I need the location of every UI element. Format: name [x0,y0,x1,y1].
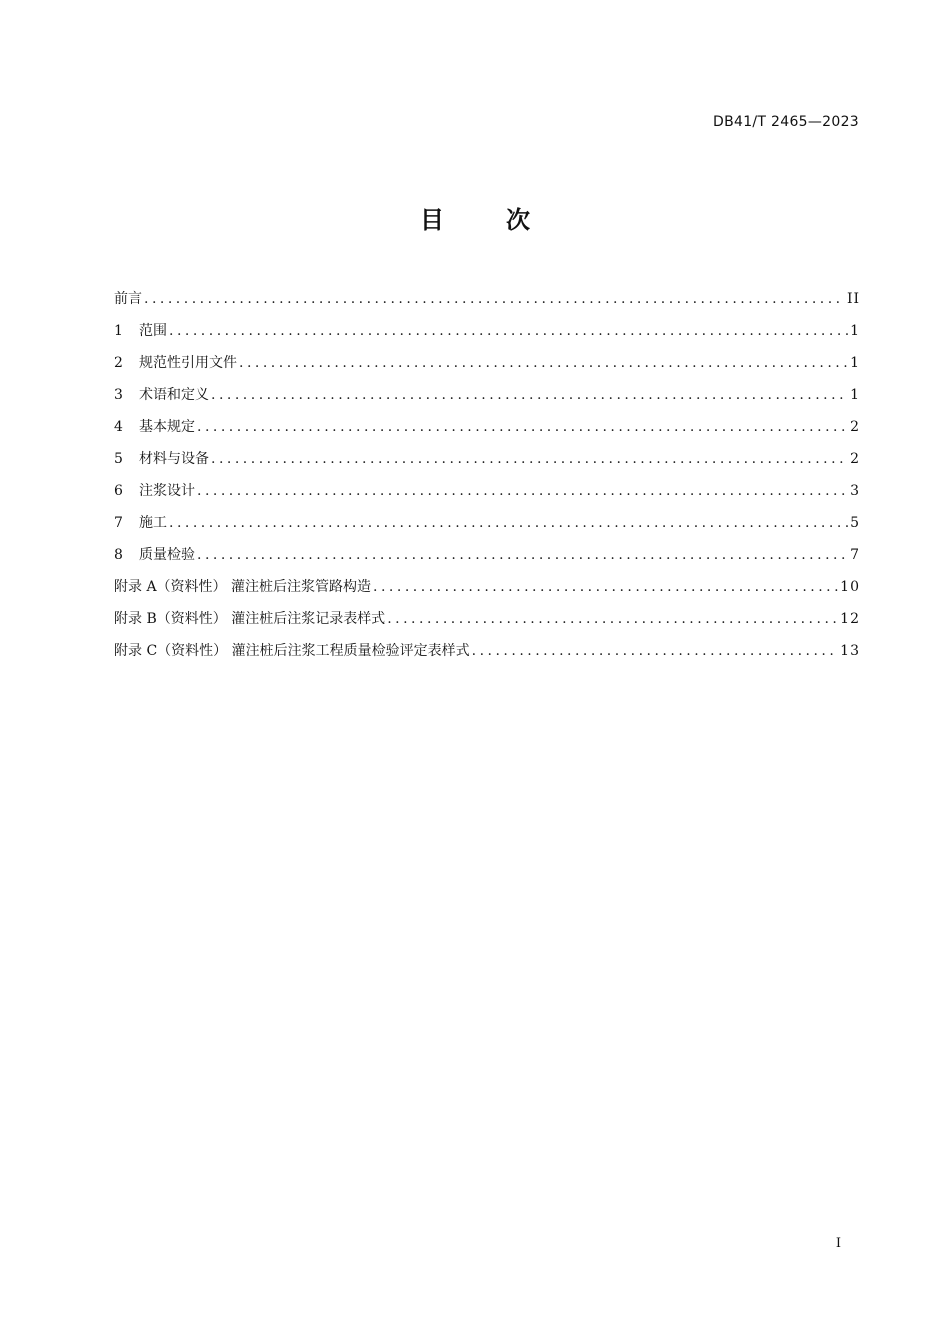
toc-entry-preface[interactable] [114,288,860,320]
toc-entry-label: 前言 [114,291,142,307]
toc-title [0,200,950,235]
toc-leader-dots [373,576,838,598]
toc-entry-label: 术语和定义 [139,387,209,403]
toc-entry-label: 注浆设计 [139,483,195,499]
toc-leader-dots [472,640,839,662]
toc-entry-page: 1 [850,323,860,339]
toc-leader-dots [211,448,848,470]
toc-entry-label: 附录 A（资料性） 灌注桩后注浆管路构造 [114,579,372,595]
toc-entry-number: 2 [114,355,123,371]
toc-entry-7[interactable] [114,512,860,544]
toc-title-char: 目 [420,206,444,234]
toc-leader-dots [144,288,845,310]
toc-leader-dots [239,352,848,374]
toc-entry-page: 2 [850,451,860,467]
toc-entry-label: 范围 [139,323,167,339]
toc-entry-number: 4 [114,419,123,435]
toc-entry-appendix-b[interactable] [114,608,860,640]
toc-entry-3[interactable] [114,384,860,416]
toc-leader-dots [197,544,848,566]
toc-entry-number: 1 [114,323,123,339]
toc-leader-dots [197,416,848,438]
toc-entry-label: 材料与设备 [139,451,209,467]
toc-entry-page: 5 [850,515,860,531]
toc-entry-1[interactable] [114,320,860,352]
toc-entry-page: 3 [850,483,860,499]
toc-entry-label: 附录 B（资料性） 灌注桩后注浆记录表样式 [114,611,386,627]
page-number: I [835,1236,841,1251]
toc-leader-dots [169,512,848,534]
toc-entry-appendix-c[interactable] [114,640,860,672]
toc-entry-label: 质量检验 [139,547,195,563]
toc-entry-page: 12 [840,611,860,627]
toc-entry-page: 13 [840,643,860,659]
toc-leader-dots [211,384,848,406]
toc-entry-number: 8 [114,547,123,563]
toc-entry-label: 附录 C（资料性） 灌注桩后注浆工程质量检验评定表样式 [114,643,470,659]
toc-entry-number: 6 [114,483,123,499]
toc-entry-page: II [846,291,860,307]
toc-leader-dots [169,320,848,342]
toc-leader-dots [197,480,848,502]
toc-entry-page: 1 [850,355,860,371]
toc-entry-page: 2 [850,419,860,435]
toc-entry-label: 施工 [139,515,167,531]
toc-entry-page: 10 [840,579,860,595]
toc-entry-appendix-a[interactable] [114,576,860,608]
toc-entry-4[interactable] [114,416,860,448]
toc-entry-label: 规范性引用文件 [139,355,237,371]
toc-list [114,288,860,672]
toc-entry-label: 基本规定 [139,419,195,435]
toc-entry-number: 5 [114,451,123,467]
toc-entry-5[interactable] [114,448,860,480]
toc-leader-dots [387,608,838,630]
toc-entry-6[interactable] [114,480,860,512]
toc-entry-8[interactable] [114,544,860,576]
toc-entry-2[interactable] [114,352,860,384]
toc-entry-number: 7 [114,515,123,531]
document-code: DB41/T 2465—2023 [713,114,859,130]
toc-entry-number: 3 [114,387,123,403]
toc-title-char: 次 [506,206,530,234]
toc-entry-page: 1 [850,387,860,403]
toc-entry-page: 7 [850,547,860,563]
